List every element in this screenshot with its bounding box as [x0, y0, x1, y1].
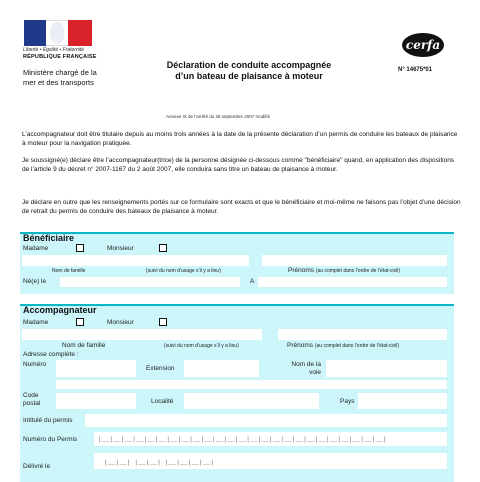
intro-paragraph-1: L’accompagnateur doit être titulaire depuis au moins trois années à la date de la présente déclaration d’un permis de conduire les bateaux de plaisance à moteur pour la navigation pratiquée.: [22, 131, 458, 147]
a-label: A: [250, 278, 255, 285]
motto: Liberté • Égalité • Fraternité: [23, 47, 85, 53]
extension-label: Extension: [146, 365, 175, 372]
numero-label: Numéro: [23, 361, 47, 368]
prenoms-note: (au complet dans l’ordre de l’état-civil): [314, 343, 400, 349]
monsieur-label: Monsieur: [107, 319, 134, 326]
prenoms-note: (au complet dans l’ordre de l’état-civil): [315, 268, 401, 274]
localite-label: Localité: [151, 398, 174, 405]
numero-field[interactable]: [56, 360, 136, 377]
form-title: [140, 60, 358, 82]
nom-label: Nom de famille: [62, 342, 106, 349]
cerfa-logo: cerfa: [402, 33, 444, 57]
ministry-label: Ministère chargé de la mer et des transports: [23, 68, 97, 87]
adresse-complement-field[interactable]: [56, 380, 447, 389]
intro-paragraph-2: Je soussigné(e) déclare être l’accompagnateur(trice) de la personne désignée ci-dessous comme "bénéficiaire" quand, en application des dispositions de l’article 9 du décret n° 2007-1167 du 2 août 2007, elle conduira sans titre un bateau de plaisance à moteur.: [22, 157, 455, 173]
accompagnateur-nom-field[interactable]: [22, 329, 262, 340]
beneficiaire-nom-field[interactable]: [22, 255, 249, 266]
nom-voie-field[interactable]: [326, 360, 447, 377]
delivre-date-ticks: |__|__| |__|__| |__|__|__|__|: [104, 459, 215, 466]
madame-label: Madame: [23, 319, 49, 326]
form-title-line2: d’un bateau de plaisance à moteur: [175, 71, 323, 81]
usage-label: (suivi du nom d’usage s’il y a lieu): [164, 343, 239, 349]
pays-label: Pays: [340, 398, 355, 405]
madame-checkbox-icon[interactable]: [76, 244, 84, 252]
extension-field[interactable]: [184, 360, 259, 377]
madame-label: Madame: [23, 245, 49, 252]
beneficiaire-prenoms-field[interactable]: [262, 255, 447, 266]
monsieur-label: Monsieur: [107, 245, 134, 252]
form-title-line1: Déclaration de conduite accompagnée: [166, 60, 332, 70]
code-postal-field[interactable]: [56, 393, 136, 409]
delivre-le-label: Délivré le: [23, 463, 51, 470]
cerfa-number: N° 14675*01: [398, 67, 433, 73]
prenoms-text: Prénoms: [288, 267, 315, 274]
beneficiaire-birthdate-field[interactable]: [60, 277, 240, 287]
nom-voie-label: Nom de la voie: [291, 361, 321, 376]
intro-paragraph-3: Je déclare en outre que les renseignements portés sur ce formulaire sont exacts et que le bénéficiaire et moi-même ne faisons pas l’objet d’une décision de retrait du permis de conduire des bateaux de plaisance à moteur.: [22, 199, 461, 215]
marianne-flag-icon: [24, 20, 92, 46]
accompagnateur-title: Accompagnateur: [23, 305, 97, 315]
accompagnateur-prenoms-field[interactable]: [278, 329, 447, 340]
monsieur-checkbox-icon[interactable]: [159, 244, 167, 252]
republic-label: RÉPUBLIQUE FRANÇAISE: [23, 54, 97, 60]
monsieur-checkbox-icon[interactable]: [159, 318, 167, 326]
madame-checkbox-icon[interactable]: [76, 318, 84, 326]
usage-label: (suivi du nom d’usage s’il y a lieu): [146, 268, 221, 274]
prenoms-text: Prénoms: [287, 342, 314, 349]
numero-permis-ticks: |__|__|__|__|__|__|__|__|__|__|__|__|__|__|__|__|__|__|__|__|__|__|__|__|__|: [98, 436, 387, 443]
annex-reference: Annexe IX de l’arrêté du 28 septembre 2007 modifié: [166, 114, 271, 119]
intitule-permis-field[interactable]: [85, 414, 447, 427]
localite-field[interactable]: [184, 393, 319, 409]
intitule-permis-label: Intitulé du permis: [23, 417, 73, 424]
prenoms-label: [287, 342, 399, 349]
beneficiaire-title: Bénéficiaire: [23, 233, 75, 243]
nom-label: Nom de famille: [52, 268, 86, 274]
code-postal-label: Code postal: [23, 392, 41, 407]
prenoms-label: [288, 267, 400, 274]
ne-le-label: Né(e) le: [23, 278, 47, 285]
pays-field[interactable]: [358, 393, 447, 409]
beneficiaire-birthplace-field[interactable]: [258, 277, 447, 287]
numero-permis-label: Numéro du Permis: [23, 436, 78, 443]
adresse-label: Adresse complète :: [23, 351, 79, 358]
